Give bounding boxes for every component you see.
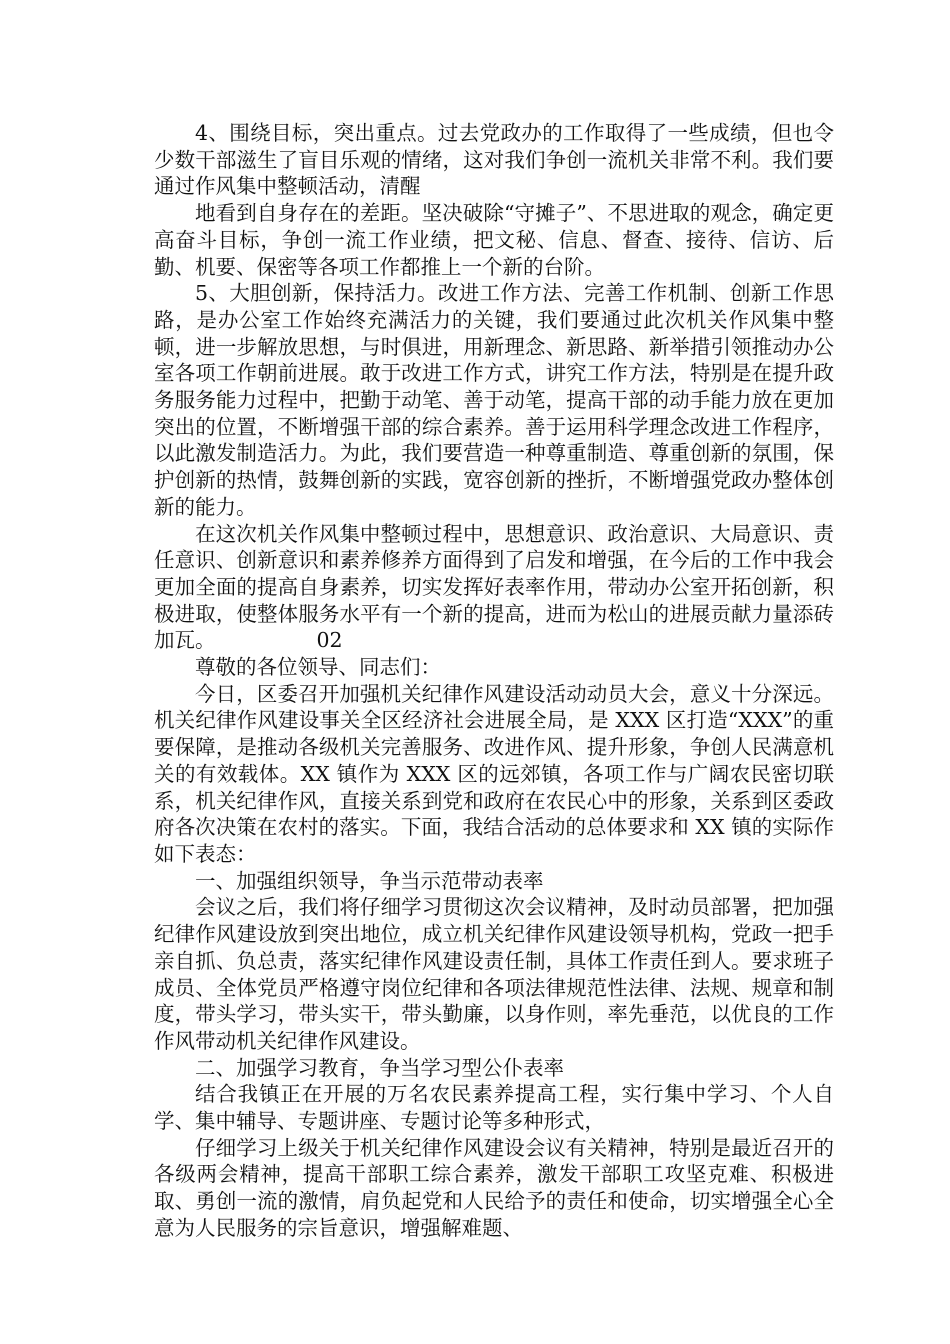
paragraph-innovation: 5、大胆创新，保持活力。改进工作方法、完善工作机制、创新工作思路，是办公室工作始终充满活力的关键，我们要通过此次机关作风集中整顿，进一步解放思想，与时俱进，用新理念、新思路、新举措引领推动办公室各项工作朝前进展。敢于改进工作方式，讲究工作方法，特别是在提升政务服务能力过程中，把勤于动笔、善于动笔，提高干部的动手能力放在更加突出的位置，不断增强干部的综合素养。善于运用科学理念改进工作程序，以此激发制造活力。为此，我们要营造一种尊重制造、尊重创新的氛围，保护创新的热情，鼓舞创新的实践，宽容创新的挫折，不断增强党政办整体创新的能力。 [154,281,834,519]
paragraph-organization-leadership: 会议之后，我们将仔细学习贯彻这次会议精神，及时动员部署，把加强纪律作风建设放到突出地位，成立机关纪律作风建设领导机构，党政一把手亲自抓、负总责，落实纪律作风建设责任制，具体工作责任到人。要求班子成员、全体党员严格遵守岗位纪律和各项法律规范性法律、法规、规章和制度，带头学习，带头实干，带头勤廉，以身作则，率先垂范，以优良的工作作风带动机关纪律作风建设。 [154,895,834,1053]
heading-organization-leadership: 一、加强组织领导，争当示范带动表率 [195,868,544,893]
paragraph-meeting-intro: 今日，区委召开加强机关纪律作风建设活动动员大会，意义十分深远。机关纪律作风建设事关全区经济社会进展全局，是 XXX 区打造“XXX”的重要保障，是推动各级机关完善服务、改进作风、提升形象，争创人民满意机关的有效载体。XX 镇作为 XXX 区的远郊镇，各项工作与广阔农民密切联系，机关纪律作风，直接关系到党和政府在农民心中的形象，关系到区委政府各次决策在农村的落实。下面，我结合活动的总体要求和 XX 镇的实际作如下表态： [154,681,834,866]
document-body [154,120,834,1242]
paragraph-rectification-summary [154,521,834,655]
salutation: 尊敬的各位领导、同志们： [195,655,441,680]
section-number: 02 [316,628,343,653]
paragraph-study-spirit: 仔细学习上级关于机关纪律作风建设会议有关精神，特别是最近召开的各级两会精神，提高干部职工综合素养，激发干部职工攻坚克难、积极进取、勇创一流的激情，肩负起党和人民给予的责任和使命，切实增强全心全意为人民服务的宗旨意识，增强解难题、 [154,1135,834,1240]
paragraph-study-forms: 结合我镇正在开展的万名农民素养提高工程，实行集中学习、个人自学、集中辅导、专题讲座、专题讨论等多种形式， [154,1082,834,1134]
paragraph-gap-awareness: 地看到自身存在的差距。坚决破除“守摊子”、不思进取的观念，确定更高奋斗目标，争创一流工作业绩，把文秘、信息、督查、接待、信访、后勤、机要、保密等各项工作都推上一个新的台阶。 [154,201,834,279]
heading-study-education: 二、加强学习教育，争当学习型公仆表率 [195,1055,564,1080]
paragraph-rectification-text: 在这次机关作风集中整顿过程中，思想意识、政治意识、大局意识、责任意识、创新意识和素养修养方面得到了启发和增强，在今后的工作中我会更加全面的提高自身素养，切实发挥好表率作用，带动办公室开拓创新，积极进取，使整体服务水平有一个新的提高，进而为松山的进展贡献力量添砖加瓦。 [154,521,834,653]
paragraph-goal-focus: 4、围绕目标，突出重点。过去党政办的工作取得了一些成绩，但也令少数干部滋生了盲目乐观的情绪，这对我们争创一流机关非常不利。我们要通过作风集中整顿活动，清醒 [154,121,834,199]
